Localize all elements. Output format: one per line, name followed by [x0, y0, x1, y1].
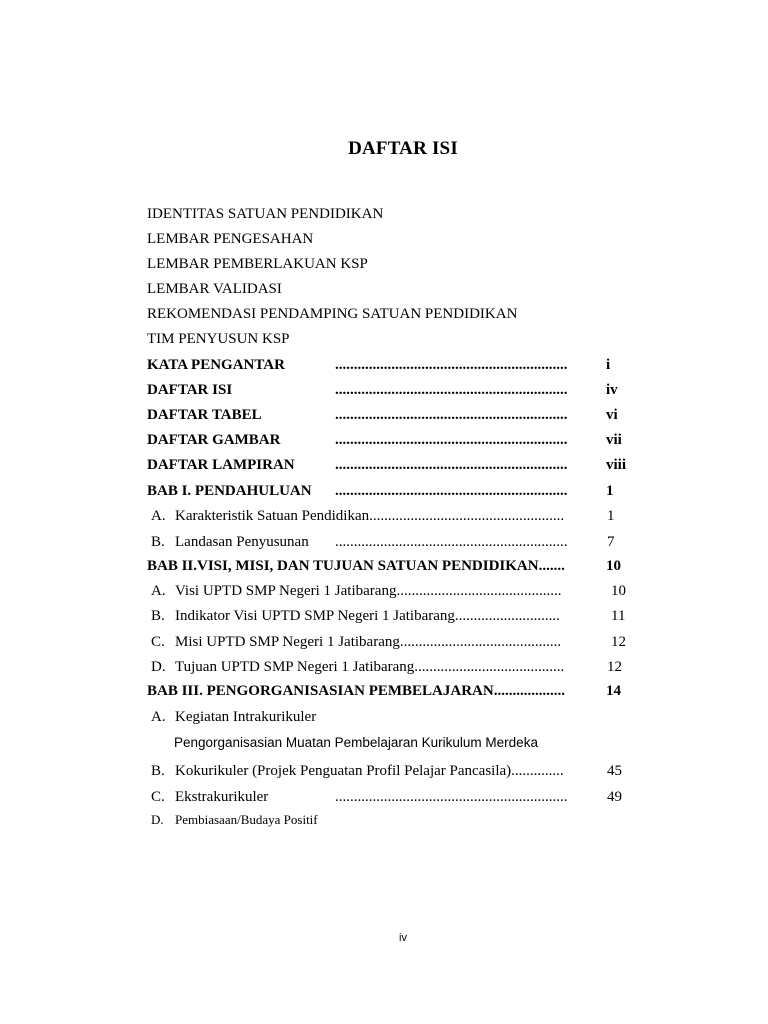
- toc-letter: B.: [151, 608, 165, 624]
- toc-page-number: vii: [606, 432, 622, 448]
- toc-entry-tim-penyusun: [147, 327, 637, 351]
- toc-label: Visi UPTD SMP Negeri 1 Jatibarang............................................: [175, 583, 562, 599]
- toc-entry-daftar-lampiran: [147, 453, 637, 477]
- toc-subentry: [147, 808, 637, 832]
- toc-entry-lembar-validasi: [147, 277, 637, 301]
- toc-subentry: [147, 785, 637, 809]
- toc-page-number: 1: [607, 508, 615, 524]
- toc-entry-rekomendasi: [147, 302, 637, 326]
- toc-page-number: 1: [606, 483, 614, 499]
- toc-letter: A.: [151, 508, 166, 524]
- toc-entry-bab-2: [147, 554, 637, 578]
- toc-leader: ..............................................................: [335, 483, 568, 499]
- toc-label: Kokurikuler (Projek Penguatan Profil Pelajar Pancasila)..............: [175, 763, 564, 779]
- toc-letter: A.: [151, 709, 166, 725]
- toc-letter: B.: [151, 763, 165, 779]
- toc-page-number: 10: [611, 583, 626, 599]
- toc-label: REKOMENDASI PENDAMPING SATUAN PENDIDIKAN: [147, 306, 518, 322]
- toc-label: IDENTITAS SATUAN PENDIDIKAN: [147, 206, 384, 222]
- toc-label: TIM PENYUSUN KSP: [147, 331, 290, 347]
- toc-label: LEMBAR PENGESAHAN: [147, 231, 314, 247]
- toc-entry-lembar-pemberlakuan: [147, 252, 637, 276]
- toc-subentry: [147, 705, 637, 729]
- toc-label: Tujuan UPTD SMP Negeri 1 Jatibarang........................................: [175, 659, 565, 675]
- toc-label: LEMBAR VALIDASI: [147, 281, 282, 297]
- toc-entry-bab-1: [147, 479, 637, 503]
- toc-letter: B.: [151, 534, 165, 550]
- toc-subentry: [147, 759, 637, 783]
- toc-page-number: 10: [606, 558, 621, 574]
- toc-label: Misi UPTD SMP Negeri 1 Jatibarang...........................................: [175, 634, 562, 650]
- toc-label: BAB II.VISI, MISI, DAN TUJUAN SATUAN PENDIDIKAN.......: [147, 558, 565, 574]
- toc-page-number: 12: [607, 659, 622, 675]
- footer-page-number: iv: [399, 932, 407, 944]
- toc-label: DAFTAR LAMPIRAN: [147, 457, 295, 473]
- toc-page-number: 7: [607, 534, 615, 550]
- toc-entry-identitas: [147, 202, 637, 226]
- toc-letter: D.: [151, 659, 166, 675]
- toc-subentry: [147, 579, 637, 603]
- toc-subentry: [147, 655, 637, 679]
- toc-page-number: iv: [606, 382, 618, 398]
- toc-label: Pengorganisasian Muatan Pembelajaran Kurikulum Merdeka: [174, 735, 538, 750]
- toc-entry-bab-3: [147, 679, 637, 703]
- toc-label: Ekstrakurikuler: [175, 789, 269, 805]
- toc-entry-daftar-gambar: [147, 428, 637, 452]
- toc-page-number: 45: [607, 763, 622, 779]
- toc-entry-lembar-pengesahan: [147, 227, 637, 251]
- toc-subentry-detail: [147, 731, 637, 755]
- toc-letter: C.: [151, 634, 165, 650]
- toc-entry-daftar-tabel: [147, 403, 637, 427]
- toc-leader: ..............................................................: [335, 407, 568, 423]
- toc-page-number: 11: [611, 608, 626, 624]
- toc-letter: C.: [151, 789, 165, 805]
- toc-label: BAB I. PENDAHULUAN: [147, 483, 312, 499]
- toc-label: Pembiasaan/Budaya Positif: [175, 812, 318, 827]
- toc-subentry: [147, 530, 637, 554]
- toc-leader: ..............................................................: [335, 432, 568, 448]
- toc-subentry: [147, 604, 637, 628]
- toc-label: DAFTAR GAMBAR: [147, 432, 281, 448]
- toc-label: DAFTAR ISI: [147, 382, 233, 398]
- toc-label: LEMBAR PEMBERLAKUAN KSP: [147, 256, 368, 272]
- toc-label: BAB III. PENGORGANISASIAN PEMBELAJARAN...................: [147, 683, 565, 699]
- toc-leader: ..............................................................: [335, 789, 568, 805]
- toc-letter: D.: [151, 812, 164, 827]
- toc-page-number: 14: [606, 683, 621, 699]
- toc-entry-kata-pengantar: [147, 353, 637, 377]
- toc-subentry: [147, 504, 637, 528]
- toc-leader: ..............................................................: [335, 382, 568, 398]
- toc-page-number: 49: [607, 789, 622, 805]
- toc-leader: ..............................................................: [335, 457, 568, 473]
- toc-page-number: vi: [606, 407, 618, 423]
- toc-letter: A.: [151, 583, 166, 599]
- toc-page-number: viii: [606, 457, 627, 473]
- toc-label: Kegiatan Intrakurikuler: [175, 709, 317, 725]
- toc-label: Landasan Penyusunan: [175, 534, 309, 550]
- toc-label: Indikator Visi UPTD SMP Negeri 1 Jatibarang............................: [175, 608, 560, 624]
- toc-label: DAFTAR TABEL: [147, 407, 262, 423]
- toc-leader: ..............................................................: [335, 357, 568, 373]
- toc-page-number: 12: [611, 634, 626, 650]
- toc-leader: ..............................................................: [335, 534, 568, 550]
- page-title: DAFTAR ISI: [348, 138, 458, 159]
- toc-entry-daftar-isi: [147, 378, 637, 402]
- toc-label: KATA PENGANTAR: [147, 357, 285, 373]
- toc-subentry: [147, 630, 637, 654]
- toc-page-number: i: [606, 357, 611, 373]
- toc-label: Karakteristik Satuan Pendidikan....................................................: [175, 508, 565, 524]
